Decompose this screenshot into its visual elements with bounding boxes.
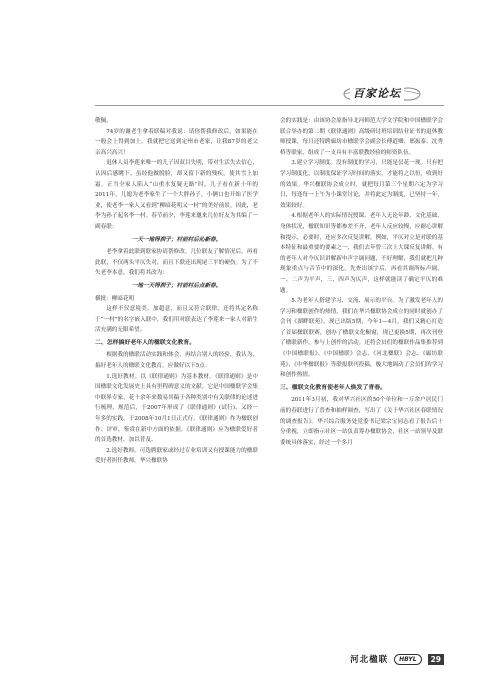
paragraph: 这样不仅意境美、加超意，而且又符合联律，还将其定名称于“一村”的名字嵌入联中，我们用对联表达了李莲来一家人对新生活充满的无限希望。 — [95, 306, 258, 334]
paragraph: 老李拿着此联到联家协请帮修改。几位联友了解情况后，再看此联，不仅两头平仄失对，而且下联还出现尾三平的硬伤。为了不失老李本意，我们将其改为： — [95, 249, 258, 277]
couplet-line: 一天一地得润子；村前村后沁新春。 — [131, 236, 222, 243]
journal-name: 河北楹联 — [350, 655, 389, 665]
page-number: 29 — [428, 654, 444, 665]
paragraph: 3.建立学习制度。没有制度的学习，只能是昙花一现。只有把学习制度化，以制度保证学习时间的落实，才能将之以恒，收到好的效果。华兴楹联协会成立时，就把每月第三个星期六定为学习日，每逢每一上午为小课堂讨论，并将此定为制度，已坚持一年，效果较好。 — [280, 160, 443, 209]
left-column — [95, 116, 258, 644]
section-title: 百家论坛 — [350, 85, 404, 101]
couplet-line: 一地一天得润子；村前村后点新春。 — [131, 282, 222, 289]
page-footer — [350, 653, 444, 665]
paragraph: 5.为老年人搭建学习、交流、展示的平台。为了激发老年人的学习和楹联创作的热情，我们在华兴楹联协会成立的同时就创办了会刊《湖畔联苑》，现已出版5期，今年1—4月，我们又精心打造了首届楹联联赛，创办了楹联文化橱窗，现已更换5期，再次刊登了楹联新作，参与上创作的活动。还将会员们的楹联作品集推荐到《中国楹联报》、《中国楹联》会志、《河北楹联》会志、《廊坊联苑》、《中华楹联报》等联报联刊投稿，极大地调动了会员们的学习和创作热情。 — [280, 298, 443, 379]
paragraph: 退休人员李莲来唯一的儿子因双目失明，带对生活失去信心，认因后感眺下。虽经他做脱脸，却又留下新的残疾。使其雪上加霜。正当全家人陷入“山重水复疑无路”时，儿子看在新十年的2011年，儿媳为老李家生了一个大胖孙子，小俩口也开始了医学业，使老李一家人又看到“柳暗花明又一村”的美好前景。因此，老李为孙子起名李一村。春节前夕，李莲来邀来几位好友为其编了一副春联： — [95, 160, 258, 230]
paragraph: 横批：柳暗花明 — [95, 295, 135, 302]
article-body — [95, 116, 443, 644]
paragraph: 1.选好教材。以《联律通则》为基本教材。《联律通则》是中国楹联文化发展史上具有里程碑意义的文献。它是中国楹联学会集中联界专家，花十余年来数易其稿于各种类别中有关联律的论述进行梳理，规范后，于2007年形成了《联律通则》(试行)，又经一年多的实践，于2008年10月1日正式行。《联律通则》作为楹联创作、评审、鉴赏在新中方面的依据。《联律通则》应为楹联爱好者的首选教材，加以普及。 — [95, 373, 258, 444]
paragraph: 根据我的楹联活动实践和体会，再结合别人的经验，我认为，搞好老年人的楹联文化教育，应做好以下5点： — [95, 352, 258, 370]
section-heading: 二、怎样搞好老年人的楹联文化教育。 — [95, 339, 196, 346]
paragraph: 74岁的谢老生拿着联稿对我说：请你帮我修改后，如果能在一般会上得到加上，我就把它送到定州市老家，让我87岁的老父亲高兴高兴！ — [95, 128, 258, 156]
paragraph: 会的实践是：由该协会原指导北河师范大学文学院和中国楹联学会联合举办的第二期《联律通则》高级研讨班培训结业证书的退休教师授课，每月还特聘廊坊市楹联学会副会长傅道卿、邢振泰、沈秀桥等联家，组成了一支具有丰富联教经验的师资队伍。 — [280, 118, 443, 156]
section-heading: 三、楹联文化教育使老年人焕发了青春。 — [280, 384, 387, 391]
right-column — [280, 116, 443, 644]
journal-abbreviation: HBYL — [394, 654, 421, 665]
page-header — [95, 83, 444, 106]
paragraph: 4.根据老年人的实际情况授课。老年人无论年龄、文化基础、身体状况，楹联知识等都参差不齐，老年人反应较慢，应耐心讲解和提示，必要时，还应多次反复讲解。例如，平仄对立是对联的基本特征和最重要的要素之一，我们去年曾三次上大课反复讲解。有的老年人对今仄识讲解新申声字调问题，不好理解，我们就把几种现象重点与音节中的深化，先查出该字后，再看其调所标声调，一、二声为平声，三、四声为仄声，这样就能读了确定平仄的难题。 — [280, 213, 443, 294]
paragraph: 2011年3月初，我对华兴社区的50个单位和一万余户居民门前的春联进行了普查和抽样调查，写出了《关于华兴社区春联情况的调查报告》。华兴综合服务处党委书记梁宗宝同志看了报告后十分重视，立即指示社区一站负责筹办楹联协会，社区一站领导及联委统具体落实，经过一个多月 — [280, 397, 443, 446]
paragraph: 敬佩。 — [95, 118, 112, 124]
paragraph: 2.选好教师。可选聘联家或经过专业培训又有授课能力的楹联爱好者担任教师。华兴楹联协 — [95, 447, 258, 465]
